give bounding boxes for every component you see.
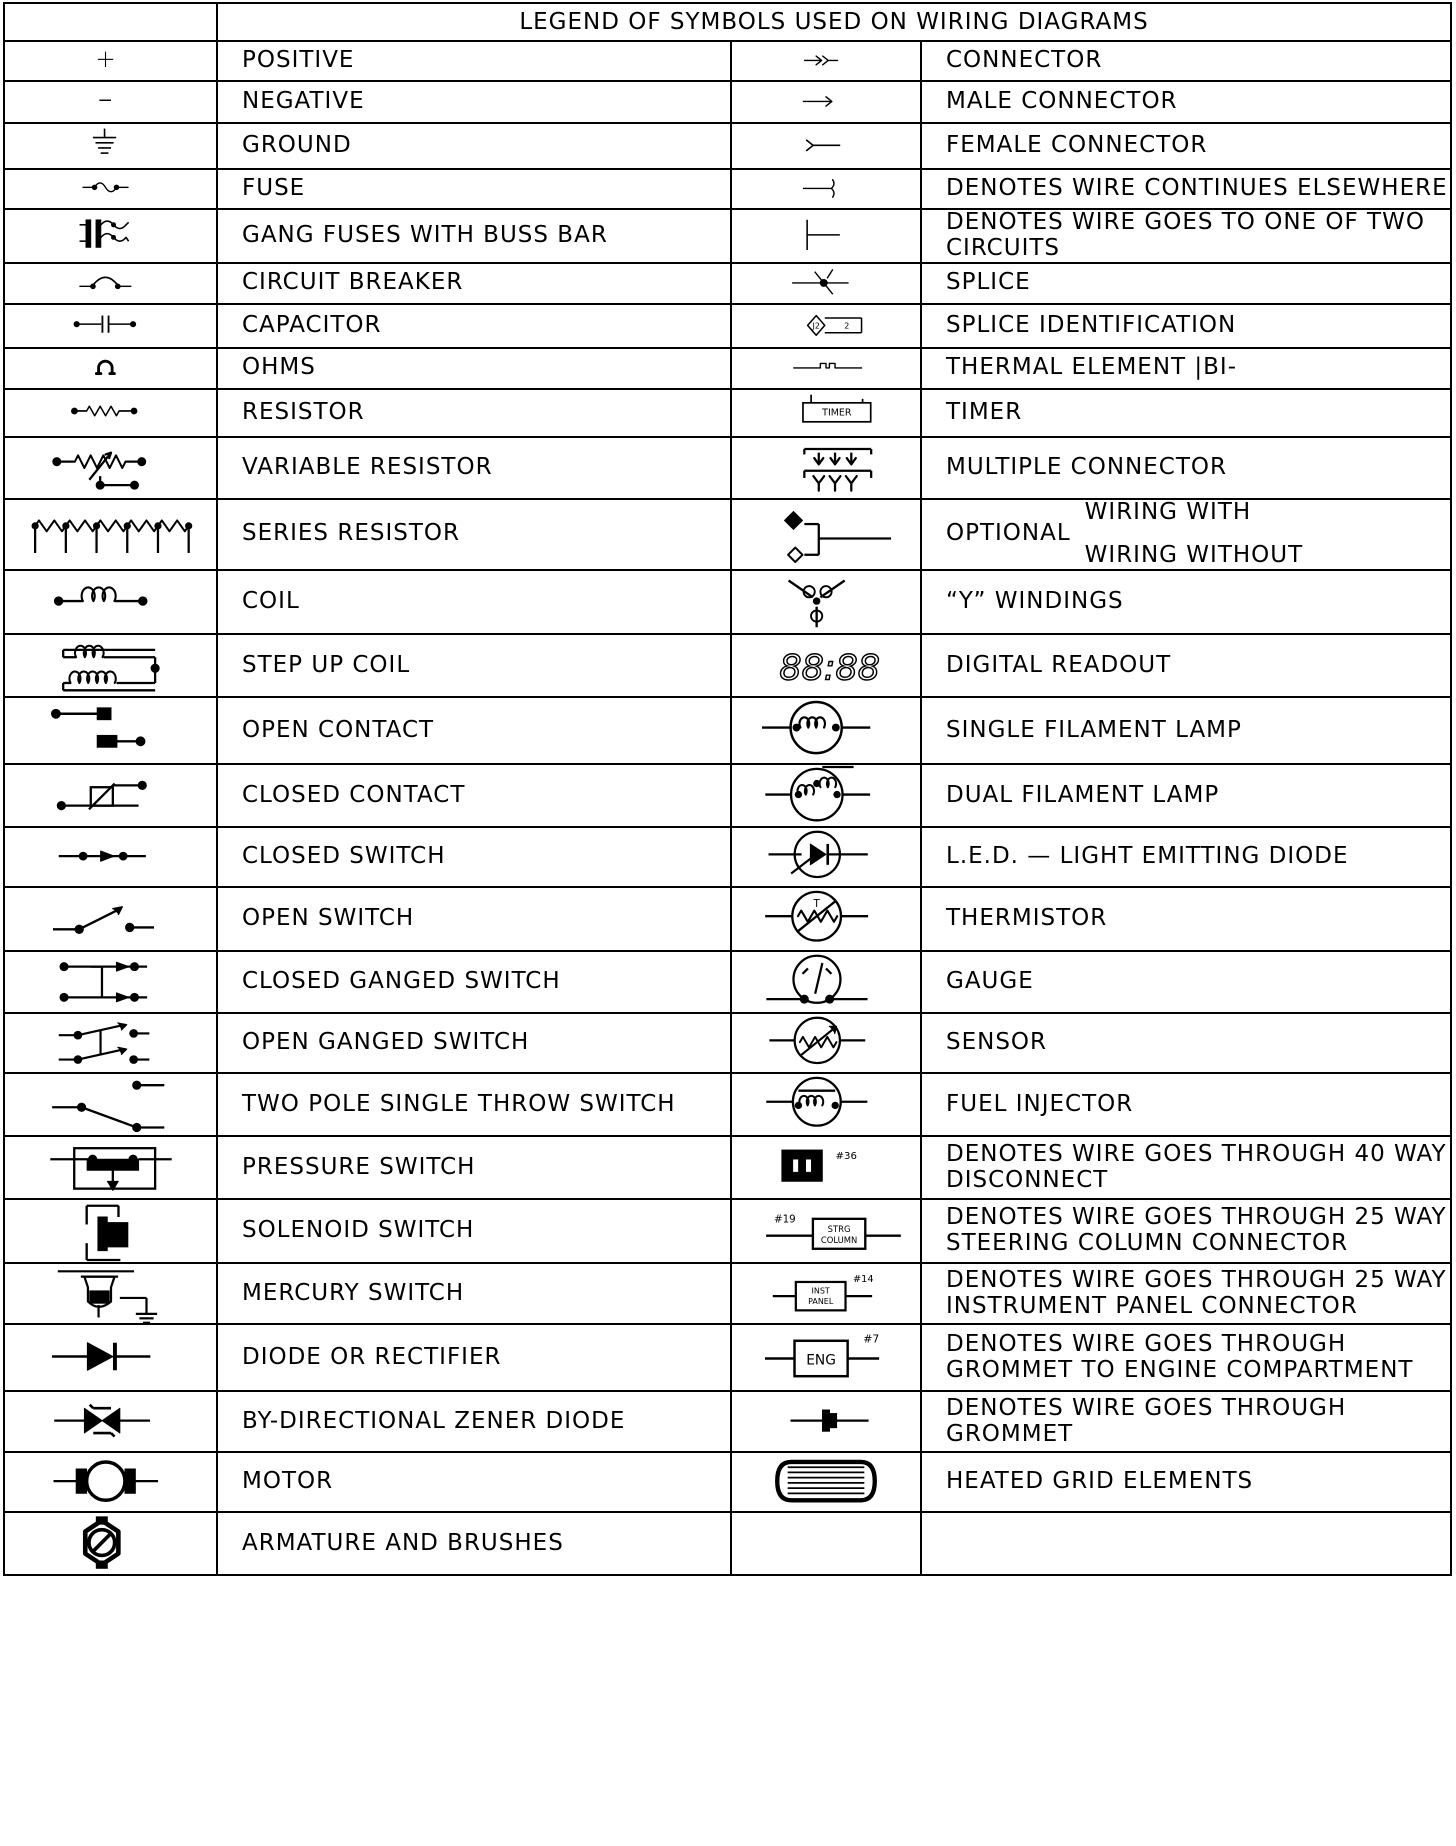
legend-row bbox=[4, 697, 1451, 764]
left-symbol-label: BY-DIRECTIONAL ZENER DIODE bbox=[242, 1407, 626, 1434]
open-contact-icon bbox=[11, 700, 211, 761]
left-symbol-cell bbox=[4, 81, 217, 123]
grommet-icon bbox=[741, 1394, 911, 1449]
right-label-cell bbox=[921, 887, 1451, 951]
y-windings-icon bbox=[741, 573, 911, 631]
left-label-cell bbox=[217, 570, 731, 634]
left-symbol-cell bbox=[4, 304, 217, 348]
left-label-cell bbox=[217, 697, 731, 764]
svg-text:88:88: 88:88 bbox=[779, 648, 880, 689]
right-label-cell bbox=[921, 1263, 1451, 1324]
timer-icon bbox=[741, 392, 911, 434]
legend-row bbox=[4, 1073, 1451, 1136]
right-symbol-label: MULTIPLE CONNECTOR bbox=[946, 453, 1227, 480]
right-label-cell bbox=[921, 1199, 1451, 1263]
right-symbol-label: DIGITAL READOUT bbox=[946, 651, 1172, 678]
svg-text:2: 2 bbox=[844, 320, 850, 330]
splice-identification-icon bbox=[741, 307, 911, 345]
pressure-switch-icon bbox=[11, 1139, 211, 1196]
left-symbol-label: SOLENOID SWITCH bbox=[242, 1217, 475, 1244]
thermal-element-icon bbox=[741, 351, 911, 386]
right-label-cell bbox=[921, 348, 1451, 389]
legend-row bbox=[4, 1452, 1451, 1512]
header-blank-cell bbox=[4, 3, 217, 41]
left-symbol-label: NEGATIVE bbox=[242, 88, 365, 115]
left-label-cell bbox=[217, 348, 731, 389]
left-symbol-cell bbox=[4, 1013, 217, 1073]
right-symbol-cell bbox=[731, 1512, 921, 1575]
svg-text:STRG: STRG bbox=[827, 1223, 851, 1234]
open-ganged-switch-icon bbox=[11, 1016, 211, 1070]
left-symbol-cell bbox=[4, 389, 217, 437]
right-label-cell bbox=[921, 764, 1451, 827]
left-symbol-label: ARMATURE AND BRUSHES bbox=[242, 1529, 564, 1556]
right-symbol-label: THERMISTOR bbox=[946, 905, 1108, 932]
right-symbol-label: TIMER bbox=[946, 398, 1023, 425]
right-symbol-label: FEMALE CONNECTOR bbox=[946, 132, 1208, 159]
female-connector-icon bbox=[741, 126, 911, 166]
legend-row bbox=[4, 41, 1451, 81]
left-symbol-label: SERIES RESISTOR bbox=[242, 520, 460, 547]
left-symbol-cell bbox=[4, 827, 217, 887]
right-label-cell bbox=[921, 304, 1451, 348]
left-symbol-cell bbox=[4, 1391, 217, 1452]
splice-icon bbox=[741, 266, 911, 301]
capacitor-icon bbox=[11, 307, 211, 345]
left-label-cell bbox=[217, 1452, 731, 1512]
legend-row bbox=[4, 81, 1451, 123]
right-symbol-cell bbox=[731, 81, 921, 123]
svg-text:ENG: ENG bbox=[806, 1352, 836, 1369]
left-symbol-label: GANG FUSES WITH BUSS BAR bbox=[242, 221, 608, 248]
right-label-cell bbox=[921, 1324, 1451, 1391]
grommet-engine-icon bbox=[741, 1327, 911, 1388]
right-symbol-cell bbox=[731, 570, 921, 634]
right-symbol-cell bbox=[731, 1013, 921, 1073]
right-symbol-label: DENOTES WIRE GOES THROUGH 25 WAY INSTRUMENT PANEL CONNECTOR bbox=[946, 1266, 1447, 1319]
right-symbol-label: MALE CONNECTOR bbox=[946, 88, 1178, 115]
right-label-cell bbox=[921, 1013, 1451, 1073]
wiring-with-label: WIRING WITH bbox=[1084, 498, 1252, 525]
right-symbol-label: GAUGE bbox=[946, 968, 1034, 995]
right-symbol-label: HEATED GRID ELEMENTS bbox=[946, 1468, 1254, 1495]
left-label-cell bbox=[217, 887, 731, 951]
right-symbol-cell bbox=[731, 1073, 921, 1136]
left-symbol-label: DIODE OR RECTIFIER bbox=[242, 1343, 502, 1370]
right-symbol-cell bbox=[731, 41, 921, 81]
right-label-cell bbox=[921, 209, 1451, 263]
left-symbol-cell bbox=[4, 169, 217, 209]
right-symbol-label: CONNECTOR bbox=[946, 47, 1103, 74]
legend-row bbox=[4, 348, 1451, 389]
right-symbol-label: FUEL INJECTOR bbox=[946, 1090, 1134, 1117]
legend-row bbox=[4, 1263, 1451, 1324]
legend-title: LEGEND OF SYMBOLS USED ON WIRING DIAGRAMS bbox=[217, 3, 1451, 41]
left-label-cell bbox=[217, 169, 731, 209]
right-symbol-cell bbox=[731, 887, 921, 951]
right-symbol-cell bbox=[731, 1324, 921, 1391]
left-symbol-label: POSITIVE bbox=[242, 47, 355, 74]
legend-row bbox=[4, 1199, 1451, 1263]
closed-ganged-switch-icon bbox=[11, 954, 211, 1010]
svg-text:#36: #36 bbox=[835, 1151, 857, 1163]
left-symbol-label: CIRCUIT BREAKER bbox=[242, 269, 464, 296]
right-symbol-cell bbox=[731, 209, 921, 263]
right-symbol-cell bbox=[731, 764, 921, 827]
resistor-icon bbox=[11, 392, 211, 434]
svg-text:#7: #7 bbox=[863, 1332, 880, 1346]
left-symbol-label: GROUND bbox=[242, 132, 352, 159]
mercury-switch-icon bbox=[11, 1266, 211, 1321]
right-label-cell bbox=[921, 1391, 1451, 1452]
connector-icon bbox=[741, 44, 911, 78]
legend-row bbox=[4, 123, 1451, 169]
left-label-cell bbox=[217, 81, 731, 123]
left-label-cell bbox=[217, 209, 731, 263]
legend-row bbox=[4, 389, 1451, 437]
left-label-cell bbox=[217, 634, 731, 697]
left-label-cell bbox=[217, 499, 731, 571]
ground-icon bbox=[11, 126, 211, 166]
led-icon bbox=[741, 830, 911, 884]
left-label-cell bbox=[217, 1199, 731, 1263]
svg-text:PANEL: PANEL bbox=[808, 1297, 834, 1307]
left-symbol-label: CAPACITOR bbox=[242, 311, 382, 338]
left-symbol-cell bbox=[4, 348, 217, 389]
left-symbol-label: OPEN SWITCH bbox=[242, 905, 415, 932]
left-symbol-label: OPEN CONTACT bbox=[242, 716, 435, 743]
right-label-cell bbox=[921, 169, 1451, 209]
steering-column-connector-icon bbox=[741, 1202, 911, 1260]
svg-text:J2: J2 bbox=[812, 320, 820, 330]
left-label-cell bbox=[217, 764, 731, 827]
left-symbol-cell bbox=[4, 499, 217, 571]
right-label-cell bbox=[921, 1452, 1451, 1512]
right-symbol-cell bbox=[731, 1391, 921, 1452]
right-symbol-cell bbox=[731, 389, 921, 437]
left-symbol-cell bbox=[4, 951, 217, 1013]
sensor-icon bbox=[741, 1016, 911, 1070]
optional-wiring-icon bbox=[741, 506, 911, 562]
legend-row bbox=[4, 263, 1451, 304]
right-symbol-cell bbox=[731, 1136, 921, 1199]
motor-icon bbox=[11, 1455, 211, 1509]
right-label-cell bbox=[921, 697, 1451, 764]
left-label-cell bbox=[217, 1391, 731, 1452]
left-symbol-cell bbox=[4, 1136, 217, 1199]
open-switch-icon bbox=[11, 890, 211, 948]
male-connector-icon bbox=[741, 84, 911, 120]
legend-table bbox=[3, 2, 1452, 1576]
thermistor-icon bbox=[741, 890, 911, 948]
left-label-cell bbox=[217, 1136, 731, 1199]
right-symbol-cell bbox=[731, 1452, 921, 1512]
left-symbol-label: STEP UP COIL bbox=[242, 651, 411, 678]
left-symbol-cell bbox=[4, 437, 217, 499]
left-label-cell bbox=[217, 304, 731, 348]
zener-diode-icon bbox=[11, 1394, 211, 1449]
right-symbol-cell bbox=[731, 697, 921, 764]
step-up-coil-icon bbox=[11, 637, 211, 694]
left-label-cell bbox=[217, 1263, 731, 1324]
right-label-cell bbox=[921, 1073, 1451, 1136]
left-symbol-label: MERCURY SWITCH bbox=[242, 1279, 465, 1306]
svg-text:T: T bbox=[813, 897, 820, 910]
right-symbol-label: “Y” WINDINGS bbox=[946, 588, 1124, 615]
series-resistor-icon bbox=[11, 506, 211, 562]
left-symbol-label: OPEN GANGED SWITCH bbox=[242, 1029, 530, 1056]
left-label-cell bbox=[217, 1512, 731, 1575]
right-symbol-label: DENOTES WIRE GOES THROUGH GROMMET bbox=[946, 1394, 1347, 1447]
legend-row bbox=[4, 1512, 1451, 1575]
right-symbol-cell bbox=[731, 304, 921, 348]
legend-row bbox=[4, 570, 1451, 634]
right-symbol-label: DENOTES WIRE GOES TO ONE OF TWO CIRCUITS bbox=[946, 209, 1425, 261]
right-label-cell bbox=[921, 499, 1451, 571]
left-label-cell bbox=[217, 437, 731, 499]
left-label-cell bbox=[217, 1013, 731, 1073]
right-label-cell bbox=[921, 570, 1451, 634]
right-symbol-label: SPLICE bbox=[946, 269, 1031, 296]
wire-continues-icon bbox=[741, 172, 911, 206]
right-symbol-cell bbox=[731, 263, 921, 304]
legend-row bbox=[4, 499, 1451, 571]
left-label-cell bbox=[217, 827, 731, 887]
legend-row bbox=[4, 304, 1451, 348]
left-symbol-label: CLOSED CONTACT bbox=[242, 781, 466, 808]
legend-row bbox=[4, 1324, 1451, 1391]
right-label-cell bbox=[921, 951, 1451, 1013]
multiple-connector-icon bbox=[741, 440, 911, 496]
left-symbol-cell bbox=[4, 1263, 217, 1324]
wiring-without-label: WIRING WITHOUT bbox=[1084, 542, 1304, 569]
right-label-cell bbox=[921, 437, 1451, 499]
right-label-cell bbox=[921, 827, 1451, 887]
right-symbol-label: SPLICE IDENTIFICATION bbox=[946, 311, 1237, 338]
left-symbol-cell bbox=[4, 209, 217, 263]
legend-row bbox=[4, 634, 1451, 697]
right-label-cell bbox=[921, 263, 1451, 304]
legend-row bbox=[4, 764, 1451, 827]
right-symbol-cell bbox=[731, 437, 921, 499]
left-symbol-cell bbox=[4, 1324, 217, 1391]
right-label-cell bbox=[921, 1512, 1451, 1575]
closed-contact-icon bbox=[11, 767, 211, 824]
right-symbol-label: DENOTES WIRE GOES THROUGH 40 WAY DISCONNECT bbox=[946, 1140, 1447, 1193]
variable-resistor-icon bbox=[11, 440, 211, 496]
left-label-cell bbox=[217, 41, 731, 81]
diode-icon bbox=[11, 1327, 211, 1388]
right-label-cell bbox=[921, 389, 1451, 437]
negative-icon bbox=[11, 84, 211, 120]
right-symbol-label: SINGLE FILAMENT LAMP bbox=[946, 716, 1242, 743]
right-symbol-label: DENOTES WIRE CONTINUES ELSEWHERE bbox=[946, 175, 1448, 202]
optional-label: OPTIONAL bbox=[946, 520, 1071, 547]
left-symbol-cell bbox=[4, 263, 217, 304]
left-symbol-cell bbox=[4, 1452, 217, 1512]
digital-readout-icon bbox=[741, 637, 911, 694]
legend-row bbox=[4, 1391, 1451, 1452]
wire-two-circuits-icon bbox=[741, 216, 911, 255]
left-symbol-label: MOTOR bbox=[242, 1468, 334, 1495]
right-symbol-cell bbox=[731, 1263, 921, 1324]
circuit-breaker-icon bbox=[11, 266, 211, 301]
left-symbol-cell bbox=[4, 1199, 217, 1263]
legend-row bbox=[4, 951, 1451, 1013]
left-label-cell bbox=[217, 1324, 731, 1391]
left-label-cell bbox=[217, 1073, 731, 1136]
coil-icon bbox=[11, 573, 211, 631]
left-symbol-cell bbox=[4, 764, 217, 827]
right-symbol-cell bbox=[731, 827, 921, 887]
right-symbol-label: L.E.D. — LIGHT EMITTING DIODE bbox=[946, 843, 1349, 870]
single-filament-lamp-icon bbox=[741, 700, 911, 761]
left-label-cell bbox=[217, 389, 731, 437]
right-symbol-cell bbox=[731, 348, 921, 389]
ohms-icon bbox=[11, 351, 211, 386]
closed-switch-icon bbox=[11, 830, 211, 884]
disconnect-40-way-icon bbox=[741, 1139, 911, 1196]
left-symbol-label: OHMS bbox=[242, 354, 316, 381]
left-label-cell bbox=[217, 263, 731, 304]
left-symbol-label: PRESSURE SWITCH bbox=[242, 1153, 476, 1180]
fuel-injector-icon bbox=[741, 1076, 911, 1133]
left-symbol-cell bbox=[4, 1512, 217, 1575]
left-symbol-label: TWO POLE SINGLE THROW SWITCH bbox=[242, 1090, 676, 1117]
left-symbol-label: CLOSED GANGED SWITCH bbox=[242, 968, 561, 995]
fuse-icon bbox=[11, 172, 211, 206]
right-label-cell bbox=[921, 41, 1451, 81]
right-symbol-label: SENSOR bbox=[946, 1029, 1048, 1056]
right-label-cell bbox=[921, 123, 1451, 169]
right-symbol-cell bbox=[731, 169, 921, 209]
left-symbol-cell bbox=[4, 887, 217, 951]
svg-text:TIMER: TIMER bbox=[822, 407, 852, 419]
gang-fuses-icon bbox=[11, 216, 211, 255]
right-label-cell bbox=[921, 1136, 1451, 1199]
heated-grid-icon bbox=[741, 1455, 911, 1509]
right-label-cell bbox=[921, 634, 1451, 697]
left-symbol-cell bbox=[4, 123, 217, 169]
right-symbol-label: DUAL FILAMENT LAMP bbox=[946, 781, 1220, 808]
right-label-cell bbox=[921, 81, 1451, 123]
legend-row bbox=[4, 1013, 1451, 1073]
solenoid-switch-icon bbox=[11, 1202, 211, 1260]
right-symbol-cell bbox=[731, 1199, 921, 1263]
left-symbol-label: CLOSED SWITCH bbox=[242, 843, 446, 870]
legend-row bbox=[4, 437, 1451, 499]
legend-row bbox=[4, 887, 1451, 951]
positive-icon bbox=[11, 44, 211, 78]
two-pole-switch-icon bbox=[11, 1076, 211, 1133]
left-symbol-label: RESISTOR bbox=[242, 398, 365, 425]
svg-text:COLUMN: COLUMN bbox=[820, 1235, 858, 1246]
left-label-cell bbox=[217, 123, 731, 169]
legend-row bbox=[4, 827, 1451, 887]
left-symbol-cell bbox=[4, 1073, 217, 1136]
left-symbol-cell bbox=[4, 697, 217, 764]
dual-filament-lamp-icon bbox=[741, 767, 911, 824]
right-symbol-cell bbox=[731, 634, 921, 697]
gauge-icon bbox=[741, 954, 911, 1010]
left-symbol-cell bbox=[4, 41, 217, 81]
svg-text:#14: #14 bbox=[852, 1273, 874, 1285]
instrument-panel-connector-icon bbox=[741, 1266, 911, 1321]
legend-row bbox=[4, 1136, 1451, 1199]
left-symbol-cell bbox=[4, 570, 217, 634]
svg-text:INST: INST bbox=[811, 1286, 830, 1296]
left-symbol-label: VARIABLE RESISTOR bbox=[242, 453, 493, 480]
right-symbol-cell bbox=[731, 499, 921, 571]
svg-text:#19: #19 bbox=[773, 1213, 796, 1226]
left-symbol-cell bbox=[4, 634, 217, 697]
armature-brushes-icon bbox=[11, 1515, 211, 1572]
legend-row bbox=[4, 169, 1451, 209]
right-symbol-label: DENOTES WIRE GOES THROUGH GROMMET TO ENGINE COMPARTMENT bbox=[946, 1330, 1414, 1383]
left-label-cell bbox=[217, 951, 731, 1013]
legend-row bbox=[4, 209, 1451, 263]
legend-header-row bbox=[4, 3, 1451, 41]
left-symbol-label: FUSE bbox=[242, 175, 306, 202]
left-symbol-label: COIL bbox=[242, 588, 300, 615]
right-symbol-label: DENOTES WIRE GOES THROUGH 25 WAY STEERING COLUMN CONNECTOR bbox=[946, 1204, 1447, 1256]
right-symbol-label: THERMAL ELEMENT |BI- bbox=[946, 354, 1237, 381]
right-symbol-cell bbox=[731, 951, 921, 1013]
right-symbol-cell bbox=[731, 123, 921, 169]
